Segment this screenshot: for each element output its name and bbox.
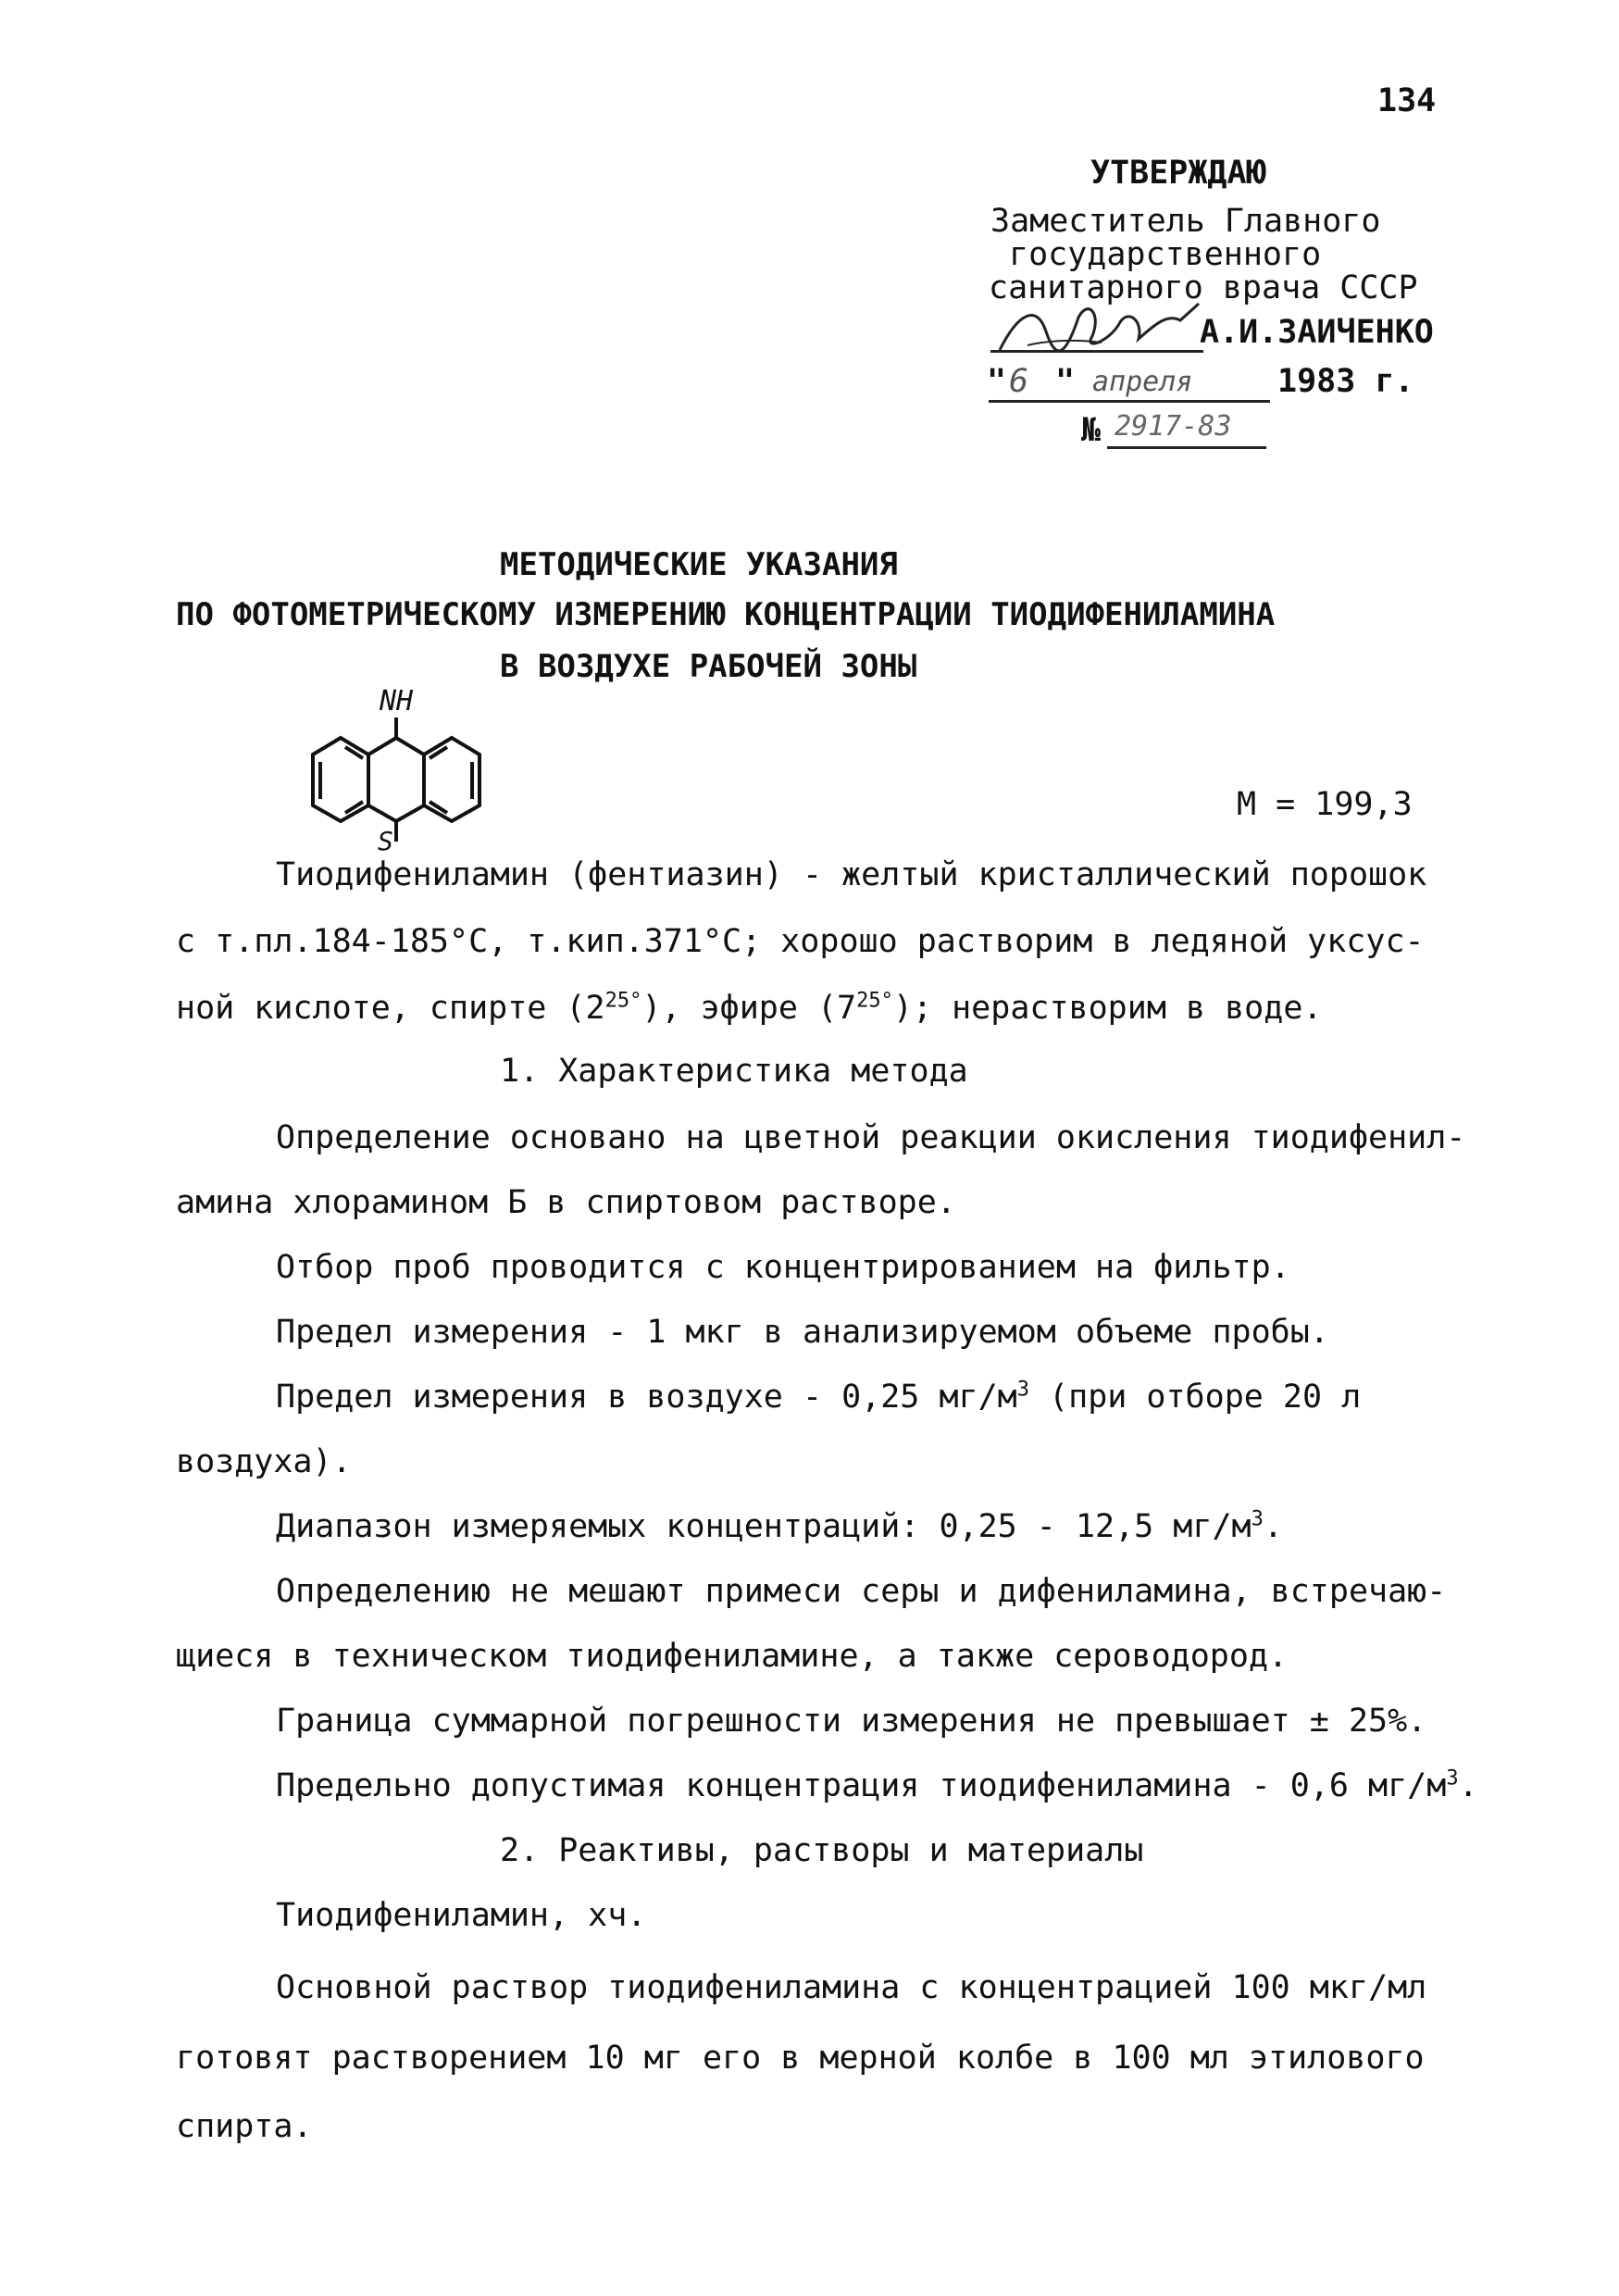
section1-p7: Граница суммарной погрешности измерения не превышает ± 25%. (276, 1703, 1427, 1740)
section2-p2-line1: Основной раствор тиодифениламина с концентрацией 100 мкг/мл (276, 1969, 1427, 2006)
registration-number: 2917-83 (1115, 410, 1232, 443)
title-line1: МЕТОДИЧЕСКИЕ УКАЗАНИЯ (500, 546, 898, 583)
section1-p3: Предел измерения - 1 мкг в анализируемом объеме пробы. (276, 1314, 1329, 1351)
section1-p1-line1: Определение основано на цветной реакции окисления тиодифенил- (276, 1119, 1466, 1156)
section1-p6-line1: Определению не мешают примеси серы и дифениламина, встречаю- (276, 1573, 1447, 1610)
page-number: 134 (1377, 82, 1437, 119)
section2-p2-line2: готовят растворением 10 мг его в мерной колбе в 100 мл этилового (176, 2040, 1425, 2077)
section1-p6-line2: щиеся в техническом тиодифениламине, а также сероводород. (176, 1638, 1289, 1675)
intro-line3: ной кислоте, спирте $(2^{25^\circ})$, эфире $(7^{25^\circ})$; нерастворим в воде. (176, 989, 1323, 1027)
phenothiazine-structure-icon (294, 718, 498, 847)
section1-p5: Диапазон измеряемых концентраций: 0,25 - 12,5 $мг/м^3$. (276, 1507, 1283, 1545)
date-underline (989, 400, 1270, 403)
section1-p8: Предельно допустимая концентрация тиодифениламина - 0,6 $мг/м^3$. (276, 1766, 1478, 1804)
molar-mass: М = 199,3 (1237, 786, 1413, 823)
intro-line1: Тиодифениламин (фентиазин) - желтый кристаллический порошок (276, 856, 1427, 893)
number-underline (1107, 446, 1266, 449)
s-label: S (378, 826, 393, 856)
approval-position-line1: Заместитель Главного (990, 203, 1381, 240)
title-line2: ПО ФОТОМЕТРИЧЕСКОМУ ИЗМЕРЕНИЮ КОНЦЕНТРАЦИИ ТИОДИФЕНИЛАМИНА (176, 596, 1276, 633)
section1-p2: Отбор проб проводится с концентрированием на фильтр. (276, 1249, 1290, 1286)
section1-p4-line1: Предел измерения в воздухе - 0,25 $мг/м^3$ (при отборе 20 л (276, 1378, 1362, 1416)
approval-position-line2: государственного (1009, 236, 1322, 273)
approval-position-line3: санитарного врача СССР (989, 269, 1418, 306)
date-quote-close: " (1055, 363, 1076, 400)
approver-name: А.И.ЗАИЧЕНКО (1200, 314, 1434, 351)
number-prefix: № (1081, 412, 1102, 449)
intro-line2: с т.пл.184-185°С, т.кип.371°С; хорошо растворим в ледяной уксус- (176, 923, 1425, 960)
date-month: апреля (1092, 366, 1193, 398)
title-line3: В ВОЗДУХЕ РАБОЧЕЙ ЗОНЫ (500, 648, 917, 685)
section2-heading: 2. Реактивы, растворы и материалы (500, 1832, 1144, 1869)
section1-heading: 1. Характеристика метода (500, 1053, 968, 1090)
section2-p2-line3: спирта. (176, 2108, 313, 2145)
approval-heading: УТВЕРЖДАЮ (1090, 155, 1266, 192)
signature-underline (990, 350, 1203, 353)
section1-p1-line2: амина хлорамином Б в спиртовом растворе. (176, 1184, 956, 1221)
section1-p4-line2: воздуха). (176, 1443, 352, 1480)
nh-label: NH (380, 685, 414, 718)
section2-p1: Тиодифениламин, хч. (276, 1897, 647, 1934)
date-year: 1983 г. (1277, 363, 1414, 400)
date-quote-open: " (987, 363, 1007, 400)
date-day: 6 (1009, 363, 1029, 400)
